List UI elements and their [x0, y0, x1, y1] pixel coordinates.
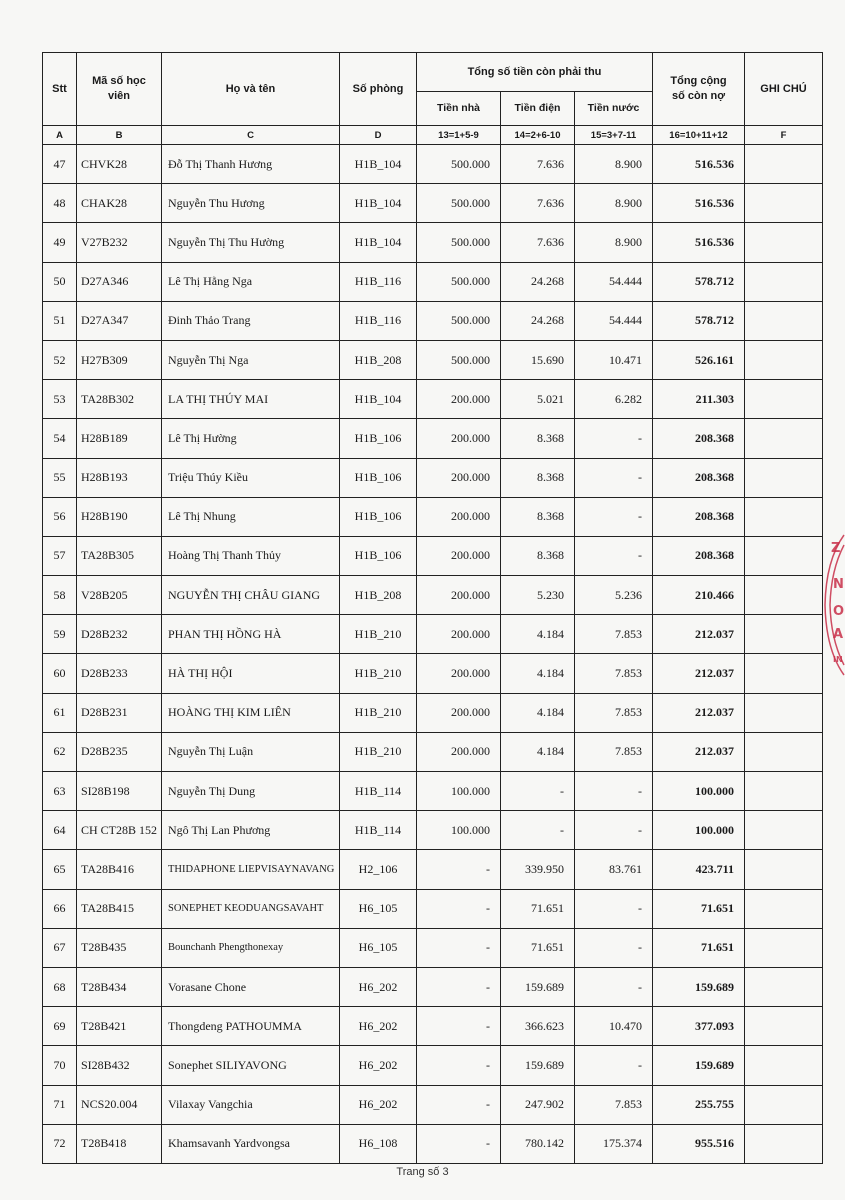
row-stt: 72	[43, 1124, 77, 1163]
row-name: SONEPHET KEODUANGSAVAHT	[162, 889, 340, 928]
table-row	[43, 340, 823, 379]
row-electric: 247.902	[501, 1085, 575, 1124]
row-total: 212.037	[653, 693, 745, 732]
row-stt: 67	[43, 928, 77, 967]
row-room: H1B_104	[340, 223, 417, 262]
row-name: Lê Thị Nhung	[162, 497, 340, 536]
row-total: 71.651	[653, 928, 745, 967]
row-name: Vilaxay Vangchia	[162, 1085, 340, 1124]
row-house: 500.000	[417, 145, 501, 184]
row-note	[745, 576, 823, 615]
header-house: Tiền nhà	[417, 92, 501, 126]
row-name: Nguyễn Thu Hương	[162, 184, 340, 223]
row-name: HÀ THỊ HỘI	[162, 654, 340, 693]
header-group: Tổng số tiền còn phải thu	[417, 53, 653, 92]
row-electric: 5.230	[501, 576, 575, 615]
table-row	[43, 850, 823, 889]
row-house: 500.000	[417, 262, 501, 301]
row-water: 10.470	[575, 1007, 653, 1046]
row-code: D27A347	[77, 301, 162, 340]
row-stt: 58	[43, 576, 77, 615]
row-room: H1B_104	[340, 380, 417, 419]
row-house: 500.000	[417, 301, 501, 340]
row-name: Bounchanh Phengthonexay	[162, 928, 340, 967]
row-electric: 8.368	[501, 536, 575, 575]
row-room: H6_105	[340, 928, 417, 967]
row-water: -	[575, 811, 653, 850]
row-room: H6_105	[340, 889, 417, 928]
row-stt: 62	[43, 732, 77, 771]
row-stt: 68	[43, 967, 77, 1006]
table-row	[43, 967, 823, 1006]
row-electric: 159.689	[501, 967, 575, 1006]
row-total: 159.689	[653, 1046, 745, 1085]
row-name: Sonephet SILIYAVONG	[162, 1046, 340, 1085]
stamp-fragment	[822, 530, 845, 680]
row-water: 7.853	[575, 1085, 653, 1124]
row-code: TA28B305	[77, 536, 162, 575]
row-name: Đỗ Thị Thanh Hương	[162, 145, 340, 184]
row-house: -	[417, 967, 501, 1006]
row-note	[745, 380, 823, 419]
row-code: TA28B416	[77, 850, 162, 889]
row-house: 200.000	[417, 732, 501, 771]
row-name: Đinh Thảo Trang	[162, 301, 340, 340]
letter-a: A	[43, 126, 77, 145]
row-house: -	[417, 1007, 501, 1046]
table-row	[43, 419, 823, 458]
row-code: V28B205	[77, 576, 162, 615]
table-row	[43, 1046, 823, 1085]
row-total: 71.651	[653, 889, 745, 928]
row-note	[745, 145, 823, 184]
row-stt: 52	[43, 340, 77, 379]
row-note	[745, 967, 823, 1006]
row-name: Lê Thị Hằng Nga	[162, 262, 340, 301]
table-row	[43, 497, 823, 536]
row-electric: 159.689	[501, 1046, 575, 1085]
row-note	[745, 1085, 823, 1124]
row-total: 526.161	[653, 340, 745, 379]
row-total: 255.755	[653, 1085, 745, 1124]
table-row	[43, 262, 823, 301]
row-water: 175.374	[575, 1124, 653, 1163]
row-house: 500.000	[417, 223, 501, 262]
row-total: 208.368	[653, 536, 745, 575]
row-code: H28B193	[77, 458, 162, 497]
row-total: 516.536	[653, 184, 745, 223]
row-water: 10.471	[575, 340, 653, 379]
row-room: H1B_116	[340, 262, 417, 301]
table-row	[43, 693, 823, 732]
row-total: 578.712	[653, 262, 745, 301]
row-electric: 366.623	[501, 1007, 575, 1046]
row-note	[745, 811, 823, 850]
row-water: 54.444	[575, 301, 653, 340]
row-house: 200.000	[417, 380, 501, 419]
row-total: 516.536	[653, 223, 745, 262]
row-name: Nguyễn Thị Nga	[162, 340, 340, 379]
row-name: Thongdeng PATHOUMMA	[162, 1007, 340, 1046]
row-note	[745, 1007, 823, 1046]
row-code: H28B189	[77, 419, 162, 458]
row-water: 7.853	[575, 693, 653, 732]
row-code: SI28B432	[77, 1046, 162, 1085]
row-name: Nguyễn Thị Luận	[162, 732, 340, 771]
row-electric: 780.142	[501, 1124, 575, 1163]
row-electric: 339.950	[501, 850, 575, 889]
row-note	[745, 458, 823, 497]
header-code: Mã số học viên	[77, 53, 162, 126]
row-code: D27A346	[77, 262, 162, 301]
row-name: Ngô Thị Lan Phương	[162, 811, 340, 850]
row-electric: 15.690	[501, 340, 575, 379]
row-house: 200.000	[417, 654, 501, 693]
row-code: T28B434	[77, 967, 162, 1006]
letter-c: C	[162, 126, 340, 145]
table-row	[43, 145, 823, 184]
row-electric: 8.368	[501, 419, 575, 458]
row-electric: 7.636	[501, 223, 575, 262]
table-row	[43, 301, 823, 340]
row-name: Nguyễn Thị Dung	[162, 772, 340, 811]
row-code: TA28B415	[77, 889, 162, 928]
row-water: -	[575, 1046, 653, 1085]
row-note	[745, 223, 823, 262]
table-row	[43, 889, 823, 928]
row-electric: 7.636	[501, 184, 575, 223]
row-note	[745, 1046, 823, 1085]
row-electric: 7.636	[501, 145, 575, 184]
row-room: H1B_106	[340, 419, 417, 458]
table-row	[43, 1007, 823, 1046]
row-note	[745, 928, 823, 967]
row-room: H1B_208	[340, 340, 417, 379]
row-house: -	[417, 889, 501, 928]
row-code: H28B190	[77, 497, 162, 536]
row-note	[745, 536, 823, 575]
table-row	[43, 1085, 823, 1124]
row-note	[745, 693, 823, 732]
row-room: H6_202	[340, 1085, 417, 1124]
table-row	[43, 1124, 823, 1163]
row-code: CH CT28B 152	[77, 811, 162, 850]
svg-text:IN: IN	[833, 655, 843, 664]
row-note	[745, 301, 823, 340]
row-room: H2_106	[340, 850, 417, 889]
header-stt: Stt	[43, 53, 77, 126]
row-electric: 5.021	[501, 380, 575, 419]
formula-water: 15=3+7-11	[575, 126, 653, 145]
page-number: Trang số 3	[396, 1166, 449, 1178]
header-room: Số phòng	[340, 53, 417, 126]
row-note	[745, 732, 823, 771]
row-water: -	[575, 772, 653, 811]
svg-text:O: O	[833, 604, 845, 619]
formula-total: 16=10+11+12	[653, 126, 745, 145]
row-stt: 57	[43, 536, 77, 575]
row-note	[745, 654, 823, 693]
row-stt: 47	[43, 145, 77, 184]
row-water: 8.900	[575, 223, 653, 262]
row-room: H6_108	[340, 1124, 417, 1163]
row-stt: 65	[43, 850, 77, 889]
header-electric: Tiền điện	[501, 92, 575, 126]
row-house: 100.000	[417, 811, 501, 850]
formula-house: 13=1+5-9	[417, 126, 501, 145]
row-note	[745, 1124, 823, 1163]
row-electric: 24.268	[501, 301, 575, 340]
row-electric: 4.184	[501, 615, 575, 654]
row-note	[745, 889, 823, 928]
row-code: TA28B302	[77, 380, 162, 419]
row-stt: 48	[43, 184, 77, 223]
row-room: H1B_114	[340, 811, 417, 850]
row-stt: 60	[43, 654, 77, 693]
row-electric: 4.184	[501, 732, 575, 771]
row-code: H27B309	[77, 340, 162, 379]
debt-table	[42, 52, 823, 1164]
row-water: -	[575, 458, 653, 497]
row-water: 83.761	[575, 850, 653, 889]
row-stt: 49	[43, 223, 77, 262]
row-room: H1B_104	[340, 145, 417, 184]
header-water: Tiền nước	[575, 92, 653, 126]
formula-electric: 14=2+6-10	[501, 126, 575, 145]
row-house: -	[417, 1046, 501, 1085]
row-total: 578.712	[653, 301, 745, 340]
row-note	[745, 340, 823, 379]
row-stt: 69	[43, 1007, 77, 1046]
row-room: H1B_106	[340, 458, 417, 497]
letter-f: F	[745, 126, 823, 145]
row-stt: 51	[43, 301, 77, 340]
row-water: -	[575, 419, 653, 458]
row-name: Vorasane Chone	[162, 967, 340, 1006]
row-total: 377.093	[653, 1007, 745, 1046]
row-water: 8.900	[575, 145, 653, 184]
row-electric: -	[501, 811, 575, 850]
header-name: Họ và tên	[162, 53, 340, 126]
table-row	[43, 380, 823, 419]
row-house: -	[417, 1085, 501, 1124]
row-room: H1B_104	[340, 184, 417, 223]
row-note	[745, 615, 823, 654]
row-note	[745, 184, 823, 223]
row-total: 955.516	[653, 1124, 745, 1163]
row-house: 100.000	[417, 772, 501, 811]
row-house: 200.000	[417, 497, 501, 536]
row-code: D28B232	[77, 615, 162, 654]
table-row	[43, 576, 823, 615]
row-name: Hoàng Thị Thanh Thủy	[162, 536, 340, 575]
row-electric: 4.184	[501, 654, 575, 693]
row-electric: 24.268	[501, 262, 575, 301]
row-total: 208.368	[653, 458, 745, 497]
row-stt: 56	[43, 497, 77, 536]
svg-text:A: A	[833, 627, 844, 642]
row-note	[745, 850, 823, 889]
row-total: 212.037	[653, 654, 745, 693]
row-note	[745, 262, 823, 301]
row-stt: 64	[43, 811, 77, 850]
row-code: V27B232	[77, 223, 162, 262]
row-total: 212.037	[653, 732, 745, 771]
row-room: H1B_210	[340, 654, 417, 693]
row-house: 500.000	[417, 184, 501, 223]
row-water: 6.282	[575, 380, 653, 419]
row-name: Nguyễn Thị Thu Hường	[162, 223, 340, 262]
row-name: LA THỊ THÚY MAI	[162, 380, 340, 419]
row-water: -	[575, 967, 653, 1006]
row-house: 200.000	[417, 576, 501, 615]
row-electric: 71.651	[501, 889, 575, 928]
row-room: H6_202	[340, 967, 417, 1006]
table-row	[43, 772, 823, 811]
row-code: D28B233	[77, 654, 162, 693]
table-row	[43, 732, 823, 771]
row-total: 211.303	[653, 380, 745, 419]
row-code: CHVK28	[77, 145, 162, 184]
row-water: -	[575, 928, 653, 967]
row-electric: 71.651	[501, 928, 575, 967]
row-code: T28B421	[77, 1007, 162, 1046]
row-total: 208.368	[653, 419, 745, 458]
row-note	[745, 772, 823, 811]
table-row	[43, 654, 823, 693]
row-water: 54.444	[575, 262, 653, 301]
row-total: 100.000	[653, 811, 745, 850]
row-house: -	[417, 1124, 501, 1163]
row-house: 200.000	[417, 615, 501, 654]
row-water: 7.853	[575, 732, 653, 771]
row-electric: 8.368	[501, 458, 575, 497]
row-code: T28B418	[77, 1124, 162, 1163]
row-name: THIDAPHONE LIEPVISAYNAVANG	[162, 850, 340, 889]
row-electric: 8.368	[501, 497, 575, 536]
row-note	[745, 497, 823, 536]
row-total: 516.536	[653, 145, 745, 184]
row-room: H1B_210	[340, 693, 417, 732]
row-total: 212.037	[653, 615, 745, 654]
letter-b: B	[77, 126, 162, 145]
row-stt: 59	[43, 615, 77, 654]
row-stt: 50	[43, 262, 77, 301]
table-row	[43, 536, 823, 575]
table-row	[43, 615, 823, 654]
svg-text:Z: Z	[831, 541, 841, 556]
row-total: 210.466	[653, 576, 745, 615]
row-room: H1B_106	[340, 536, 417, 575]
row-electric: -	[501, 772, 575, 811]
row-stt: 61	[43, 693, 77, 732]
row-total: 159.689	[653, 967, 745, 1006]
row-name: Khamsavanh Yardvongsa	[162, 1124, 340, 1163]
row-water: 8.900	[575, 184, 653, 223]
row-stt: 71	[43, 1085, 77, 1124]
row-name: HOÀNG THỊ KIM LIÊN	[162, 693, 340, 732]
row-note	[745, 419, 823, 458]
row-total: 423.711	[653, 850, 745, 889]
row-code: T28B435	[77, 928, 162, 967]
table-row	[43, 223, 823, 262]
row-house: 200.000	[417, 693, 501, 732]
row-house: 200.000	[417, 458, 501, 497]
row-stt: 55	[43, 458, 77, 497]
row-code: NCS20.004	[77, 1085, 162, 1124]
row-house: 200.000	[417, 419, 501, 458]
row-room: H6_202	[340, 1007, 417, 1046]
row-water: -	[575, 536, 653, 575]
row-stt: 66	[43, 889, 77, 928]
row-room: H1B_208	[340, 576, 417, 615]
row-code: CHAK28	[77, 184, 162, 223]
row-stt: 63	[43, 772, 77, 811]
table-row	[43, 811, 823, 850]
row-name: Lê Thị Hường	[162, 419, 340, 458]
row-room: H1B_116	[340, 301, 417, 340]
row-room: H1B_210	[340, 732, 417, 771]
row-code: SI28B198	[77, 772, 162, 811]
row-stt: 53	[43, 380, 77, 419]
header-note: GHI CHÚ	[745, 53, 823, 126]
table-row	[43, 928, 823, 967]
table-row	[43, 184, 823, 223]
row-room: H1B_210	[340, 615, 417, 654]
row-name: PHAN THỊ HỒNG HÀ	[162, 615, 340, 654]
row-water: 7.853	[575, 654, 653, 693]
row-stt: 70	[43, 1046, 77, 1085]
svg-text:N: N	[833, 577, 844, 592]
row-total: 208.368	[653, 497, 745, 536]
row-house: -	[417, 928, 501, 967]
row-electric: 4.184	[501, 693, 575, 732]
row-room: H6_202	[340, 1046, 417, 1085]
row-stt: 54	[43, 419, 77, 458]
row-room: H1B_114	[340, 772, 417, 811]
row-name: Triệu Thúy Kiều	[162, 458, 340, 497]
row-total: 100.000	[653, 772, 745, 811]
letter-d: D	[340, 126, 417, 145]
row-name: NGUYỄN THỊ CHÂU GIANG	[162, 576, 340, 615]
header-total: Tổng cộng số còn nợ	[653, 53, 745, 126]
row-house: 500.000	[417, 340, 501, 379]
row-water: -	[575, 889, 653, 928]
row-water: 5.236	[575, 576, 653, 615]
table-row	[43, 458, 823, 497]
row-house: 200.000	[417, 536, 501, 575]
row-water: -	[575, 497, 653, 536]
row-house: -	[417, 850, 501, 889]
row-code: D28B235	[77, 732, 162, 771]
row-water: 7.853	[575, 615, 653, 654]
row-code: D28B231	[77, 693, 162, 732]
row-room: H1B_106	[340, 497, 417, 536]
